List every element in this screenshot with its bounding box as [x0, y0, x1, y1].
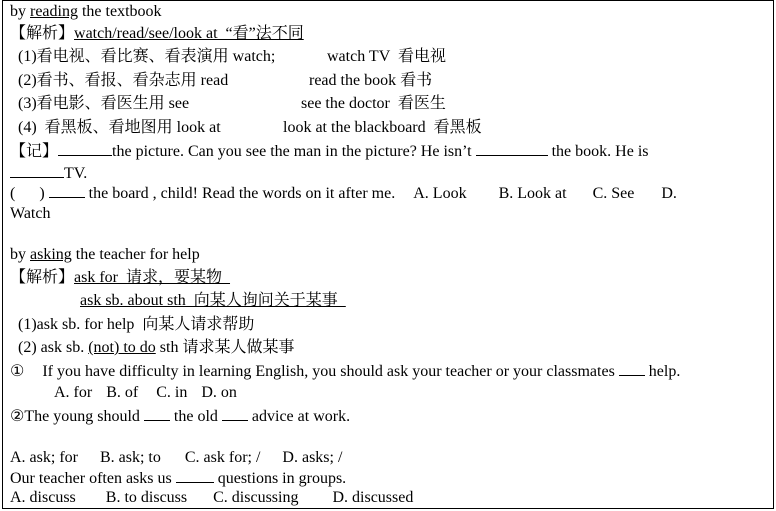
section2-note — [10, 269, 230, 287]
usage-item-ask-2 — [18, 339, 294, 357]
option-c: C. in — [156, 384, 188, 401]
option-c: C. See — [592, 185, 635, 202]
note-text: watch/read/see/look at “看”法不同 — [74, 25, 304, 42]
usage-item-1 — [18, 48, 275, 66]
answer-blank[interactable] — [10, 164, 64, 178]
exercise-1-options — [54, 384, 237, 402]
worksheet-page — [2, 0, 774, 509]
memo-text: TV. — [64, 165, 88, 182]
memo-text: the book. He is — [551, 143, 649, 160]
exercise-marker: ① — [10, 363, 25, 380]
usage-example-4 — [283, 119, 482, 137]
memo-line — [10, 142, 648, 161]
question-text: the board , child! Read the words on it after me. — [88, 185, 396, 202]
title-text: the teacher for help — [71, 246, 200, 263]
usage-rule: (1)看电视、看比赛、看表演用 watch; — [18, 48, 276, 65]
memo-text: the picture. Can you see the man in the picture? He isn’t — [112, 143, 472, 160]
question-1-wrap — [10, 205, 50, 223]
exercise-text: If you have difficulty in learning English, you should ask your teacher or your classmates — [42, 363, 615, 380]
exercise-3-options — [10, 489, 413, 507]
option-d: D. discussed — [332, 489, 414, 506]
option-c: C. ask for; / — [184, 449, 261, 466]
memo-label: 【记】 — [10, 143, 59, 160]
exercise-1 — [10, 362, 680, 381]
usage-example: see the doctor 看医生 — [301, 95, 446, 112]
usage-rule: (2)看书、看报、看杂志用 read — [18, 72, 229, 89]
usage-example: look at the blackboard 看黑板 — [283, 119, 482, 136]
usage-example-2 — [309, 72, 432, 90]
answer-blank[interactable] — [476, 142, 548, 156]
question-1 — [10, 184, 677, 203]
option-b: B. of — [106, 384, 139, 401]
note-text: ask for 请求，要某物 — [74, 269, 231, 286]
usage-rule: sth 请求某人做某事 — [155, 339, 295, 356]
option-a: A. discuss — [10, 489, 76, 506]
title-text: by — [10, 246, 30, 263]
answer-bracket[interactable]: ( ) — [10, 185, 45, 202]
option-d: D. on — [201, 384, 237, 401]
exercise-text: the old — [173, 408, 218, 425]
option-c: C. discussing — [213, 489, 299, 506]
title-keyword: asking — [30, 246, 72, 263]
title-keyword: reading — [30, 3, 78, 20]
option-b: B. ask; to — [99, 449, 161, 466]
exercise-text: Our teacher often asks us — [10, 470, 172, 487]
section1-note — [10, 25, 304, 43]
note-label: 【解析】 — [10, 269, 75, 286]
option-d: D. — [661, 185, 677, 202]
option-d-text: Watch — [10, 205, 51, 222]
usage-example-1 — [327, 48, 446, 66]
exercise-3 — [10, 469, 346, 488]
answer-blank[interactable] — [176, 469, 214, 483]
option-b: B. Look at — [498, 185, 567, 202]
answer-blank[interactable] — [144, 407, 170, 421]
exercise-text: The young should — [24, 408, 140, 425]
note-text: ask sb. about sth 向某人询问关于某事 — [80, 292, 346, 309]
exercise-2-options — [10, 449, 342, 467]
usage-item-ask-1 — [18, 316, 254, 334]
option-b: B. to discuss — [105, 489, 188, 506]
note-label: 【解析】 — [10, 25, 75, 42]
section1-title — [10, 3, 162, 21]
section2-note-2 — [80, 292, 346, 310]
memo-line-2 — [10, 164, 87, 183]
exercise-text: questions in groups. — [217, 470, 347, 487]
answer-blank[interactable] — [619, 362, 645, 376]
title-text: the textbook — [77, 3, 162, 20]
answer-blank[interactable] — [58, 142, 112, 156]
usage-item-2 — [18, 72, 228, 90]
usage-rule: (1)ask sb. for help 向某人请求帮助 — [18, 316, 255, 333]
answer-blank[interactable] — [222, 407, 248, 421]
usage-example: read the book 看书 — [309, 72, 433, 89]
usage-item-4 — [18, 119, 221, 137]
section2-title — [10, 246, 200, 264]
option-a: A. for — [54, 384, 93, 401]
exercise-2 — [10, 407, 350, 426]
exercise-text: advice at work. — [251, 408, 351, 425]
option-a: A. Look — [413, 185, 467, 202]
usage-example-3 — [301, 95, 446, 113]
usage-rule: (3)看电影、看医生用 see — [18, 95, 190, 112]
usage-keyword: (not) to do — [88, 339, 156, 356]
usage-rule: (4) 看黑板、看地图用 look at — [18, 119, 221, 136]
usage-item-3 — [18, 95, 189, 113]
usage-example: watch TV 看电视 — [327, 48, 446, 65]
exercise-text: help. — [648, 363, 681, 380]
answer-blank[interactable] — [49, 184, 85, 198]
usage-rule: (2) ask sb. — [18, 339, 89, 356]
option-d: D. asks; / — [282, 449, 343, 466]
exercise-marker: ② — [10, 408, 25, 425]
option-a: A. ask; for — [10, 449, 78, 466]
title-text: by — [10, 3, 30, 20]
